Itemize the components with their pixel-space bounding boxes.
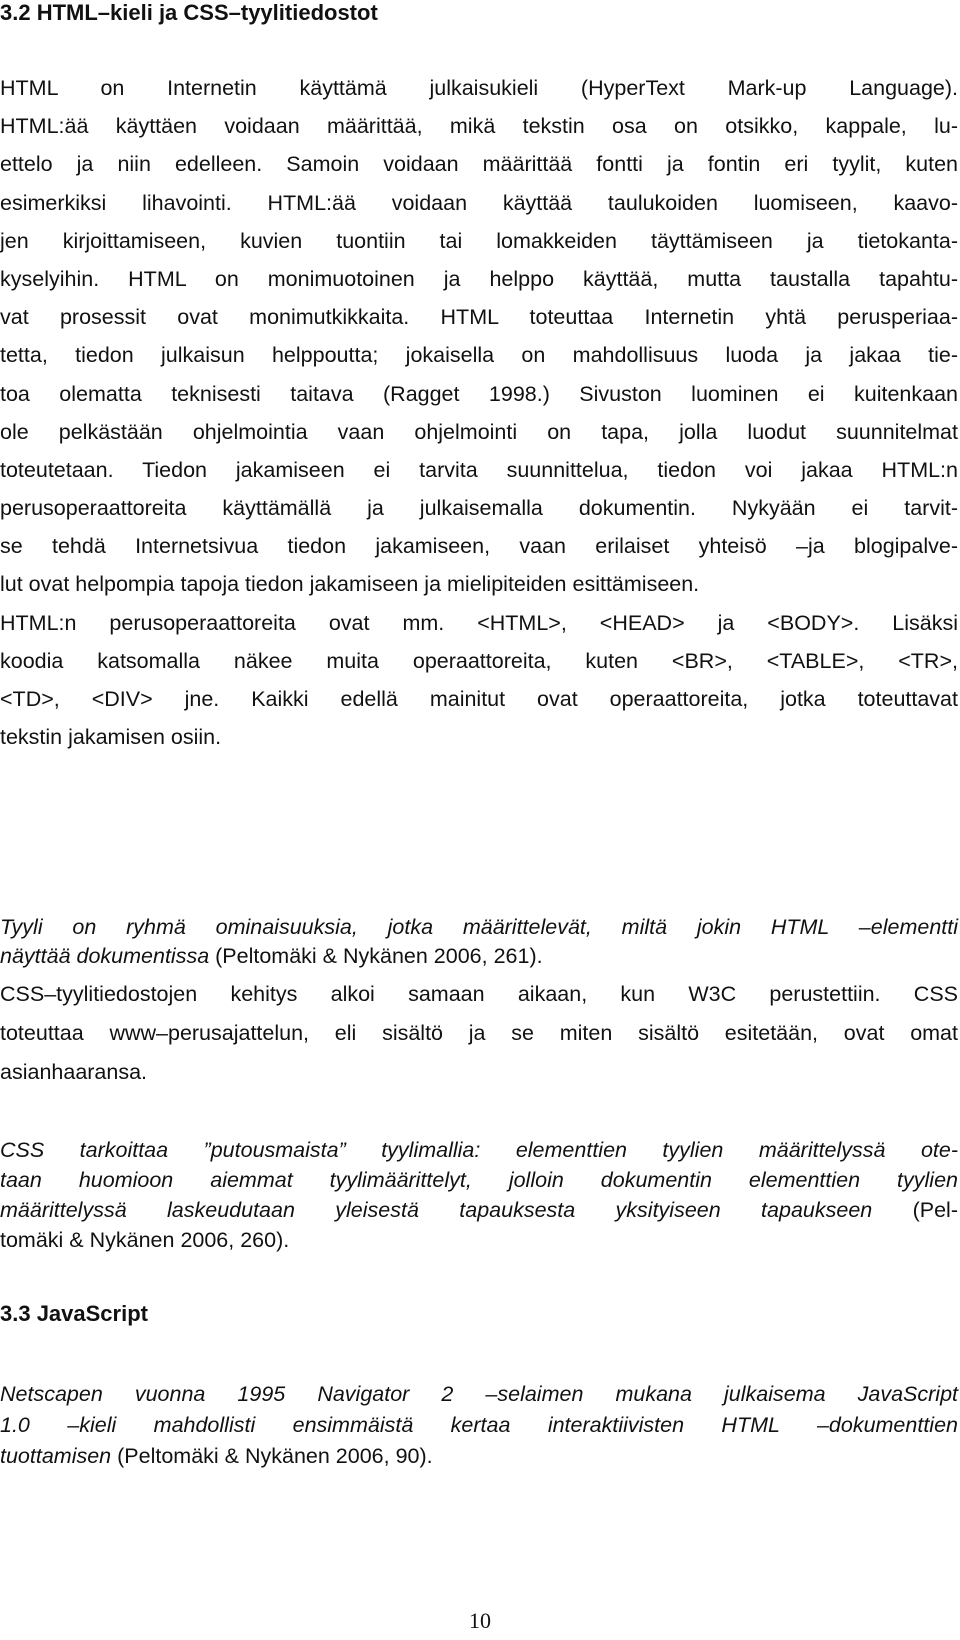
italic-text: tuottamisen — [0, 1444, 112, 1468]
text-line — [0, 913, 958, 942]
text-line — [0, 1410, 958, 1441]
cascading-definition-quote — [0, 1135, 958, 1255]
text-line: HTML:n perusoperaattoreita ovat mm. <HTML>, <HEAD> ja <BODY>. Lisäksi — [0, 610, 958, 635]
page-number: 10 — [469, 1608, 491, 1633]
text-line — [0, 1441, 958, 1472]
italic-text: 1.0 –kieli mahdollisti ensimmäistä kertaa interaktiivisten HTML –dokumenttien — [0, 1413, 958, 1437]
text-line: tetta, tiedon julkaisun helppoutta; jokaisella on mahdollisuus luoda ja jakaa tie- — [0, 343, 958, 368]
text-line: se tehdä Internetsivua tiedon jakamiseen, vaan erilaiset yhteisö –ja blogipalve- — [0, 534, 958, 559]
text-line: <TD>, <DIV> jne. Kaikki edellä mainitut ovat operaattoreita, jotka toteuttavat — [0, 687, 958, 711]
section-heading-javascript: 3.3 JavaScript — [0, 1301, 148, 1326]
text-line: CSS–tyylitiedostojen kehitys alkoi samaan aikaan, kun W3C perustettiin. CSS — [0, 982, 958, 1006]
text-line: toteutetaan. Tiedon jakamiseen ei tarvita suunnittelua, tiedon voi jakaa HTML:n — [0, 457, 958, 482]
text-line — [0, 1165, 958, 1195]
italic-text: Tyyli on ryhmä ominaisuuksia, jotka määrittelevät, miltä jokin HTML –elementti — [0, 915, 958, 939]
text-line — [0, 1195, 958, 1225]
css-history-paragraph — [0, 975, 958, 1092]
text-line: vat prosessit ovat monimutkikkaita. HTML toteuttaa Internetin yhtä perusperiaa- — [0, 305, 958, 330]
citation: (Peltomäki & Nykänen 2006, 90). — [111, 1444, 433, 1468]
text-line: jen kirjoittamiseen, kuvien tuontiin tai lomakkeiden täyttämiseen ja tietokanta- — [0, 228, 958, 253]
text-line: asianhaaransa. — [0, 1060, 148, 1084]
text-line: lut ovat helpompia tapoja tiedon jakamiseen ja mielipiteiden esittämiseen. — [0, 572, 700, 597]
text-line: HTML:ää käyttäen voidaan määrittää, mikä tekstin osa on otsikko, kappale, lu- — [0, 114, 958, 139]
citation: (Peltomäki & Nykänen 2006, 261). — [209, 944, 543, 968]
text-line: toa olematta teknisesti taitava (Ragget 1998.) Sivuston luominen ei kuitenkaan — [0, 381, 958, 406]
text-line: ole pelkästään ohjelmointia vaan ohjelmointi on tapa, jolla luodut suunnitelmat — [0, 419, 958, 444]
citation: (Pel- — [872, 1198, 958, 1222]
italic-text: taan huomioon aiemmat tyylimäärittelyt, jolloin dokumentin elementtien tyylien — [0, 1168, 958, 1192]
html-paragraph — [0, 69, 958, 756]
text-line: ettelo ja niin edelleen. Samoin voidaan määrittää fontti ja fontin eri tyylit, kuten — [0, 152, 958, 177]
text-line — [0, 942, 958, 971]
text-line: esimerkiksi lihavointi. HTML:ää voidaan käyttää taulukoiden luomiseen, kaavo- — [0, 190, 958, 215]
text-line: perusoperaattoreita käyttämällä ja julkaisemalla dokumentin. Nykyään ei tarvit- — [0, 496, 958, 521]
italic-text: Netscapen vuonna 1995 Navigator 2 –selaimen mukana julkaisema JavaScript — [0, 1382, 958, 1406]
text-line: HTML on Internetin käyttämä julkaisukieli (HyperText Mark-up Language). — [0, 76, 958, 100]
javascript-paragraph — [0, 1379, 958, 1472]
text-line: kyselyihin. HTML on monimuotoinen ja helppo käyttää, mutta taustalla tapahtu- — [0, 266, 958, 291]
section-heading-html-css: 3.2 HTML–kieli ja CSS–tyylitiedostot — [0, 0, 378, 25]
text-line: toteuttaa www–perusajattelun, eli sisältö ja se miten sisältö esitetään, ovat omat — [0, 1021, 958, 1045]
text-line: tekstin jakamisen osiin. — [0, 725, 222, 750]
text-line: tomäki & Nykänen 2006, 260). — [0, 1228, 290, 1252]
text-line — [0, 1379, 958, 1410]
style-definition-quote — [0, 913, 958, 971]
text-line — [0, 1135, 958, 1165]
italic-text: määrittelyssä laskeudutaan yleisestä tapauksesta yksityiseen tapaukseen — [0, 1198, 873, 1222]
italic-text: näyttää dokumentissa — [0, 944, 210, 968]
text-line: koodia katsomalla näkee muita operaattoreita, kuten <BR>, <TABLE>, <TR>, — [0, 648, 958, 673]
italic-text: CSS tarkoittaa ”putousmaista” tyylimallia: elementtien tyylien määrittelyssä ote- — [0, 1138, 958, 1162]
